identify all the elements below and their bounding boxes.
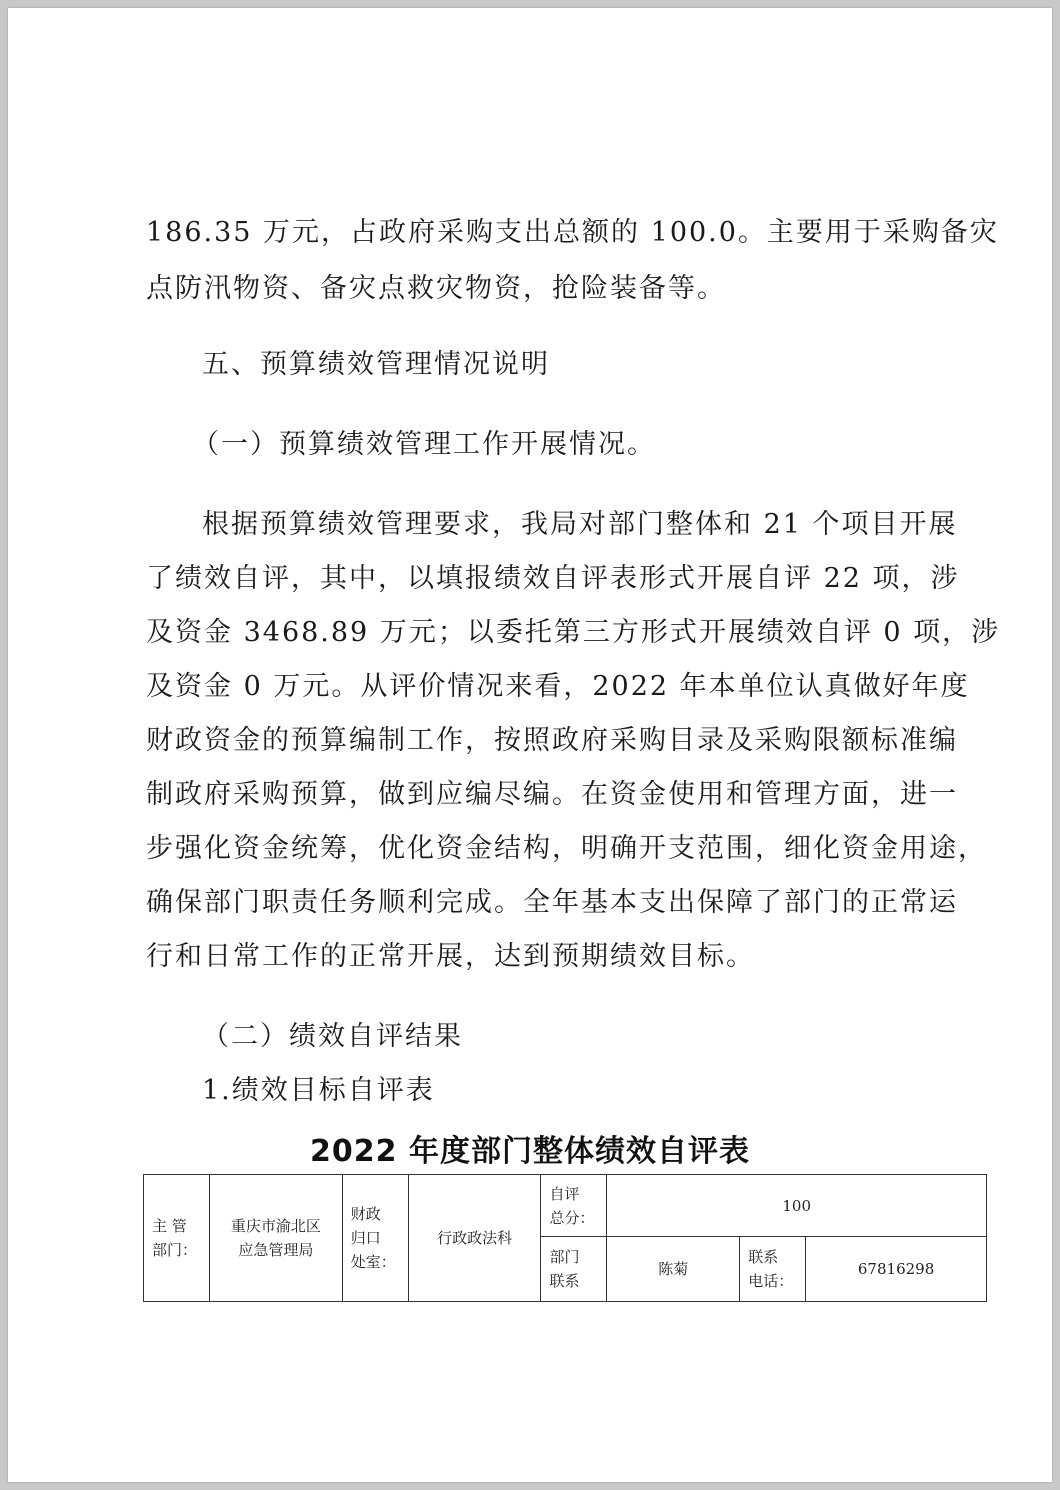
- document-page: [8, 8, 1052, 1482]
- score-label: 自评 总分：: [541, 1175, 607, 1237]
- table-title: 2022 年度部门整体绩效自评表: [310, 1134, 750, 1169]
- contact-value: 陈菊: [607, 1237, 740, 1302]
- paragraph-line: 确保部门职责任务顺利完成。全年基本支出保障了部门的正常运: [146, 887, 958, 918]
- dept-value: 重庆市渝北区 应急管理局: [209, 1175, 342, 1302]
- finance-office-value: 行政政法科: [408, 1175, 541, 1302]
- paragraph-line: 制政府采购预算，做到应编尽编。在资金使用和管理方面，进一: [146, 779, 958, 810]
- subsection-heading: （一）预算绩效管理工作开展情况。: [192, 429, 656, 460]
- finance-office-label: 财政 归口 处室：: [342, 1175, 408, 1302]
- section-heading: 五、预算绩效管理情况说明: [202, 349, 550, 380]
- paragraph-line: 186.35 万元，占政府采购支出总额的 100.0。主要用于采购备灾: [146, 217, 999, 248]
- subsection-heading: （二）绩效自评结果: [202, 1021, 463, 1052]
- paragraph-line: 了绩效自评，其中，以填报绩效自评表形式开展自评 22 项，涉: [146, 563, 960, 594]
- paragraph-line: 行和日常工作的正常开展，达到预期绩效目标。: [146, 941, 755, 972]
- paragraph-line: 步强化资金统筹，优化资金结构，明确开支范围，细化资金用途，: [146, 833, 987, 864]
- paragraph-line: 财政资金的预算编制工作，按照政府采购目录及采购限额标准编: [146, 725, 958, 756]
- table-caption: 1.绩效目标自评表: [202, 1075, 435, 1106]
- paragraph-line: 及资金 0 万元。从评价情况来看，2022 年本单位认真做好年度: [146, 671, 970, 702]
- dept-label: 主 管 部门：: [144, 1175, 210, 1302]
- score-value: 100: [607, 1175, 987, 1237]
- contact-label: 部门 联系: [541, 1237, 607, 1302]
- paragraph-line: 及资金 3468.89 万元；以委托第三方形式开展绩效自评 0 项，涉: [146, 617, 1001, 648]
- paragraph-line: 根据预算绩效管理要求，我局对部门整体和 21 个项目开展: [202, 509, 958, 540]
- self-evaluation-table: [143, 1174, 987, 1302]
- phone-label: 联系 电话：: [740, 1237, 806, 1302]
- phone-value: 67816298: [806, 1237, 987, 1302]
- paragraph-line: 点防汛物资、备灾点救灾物资，抢险装备等。: [146, 273, 726, 304]
